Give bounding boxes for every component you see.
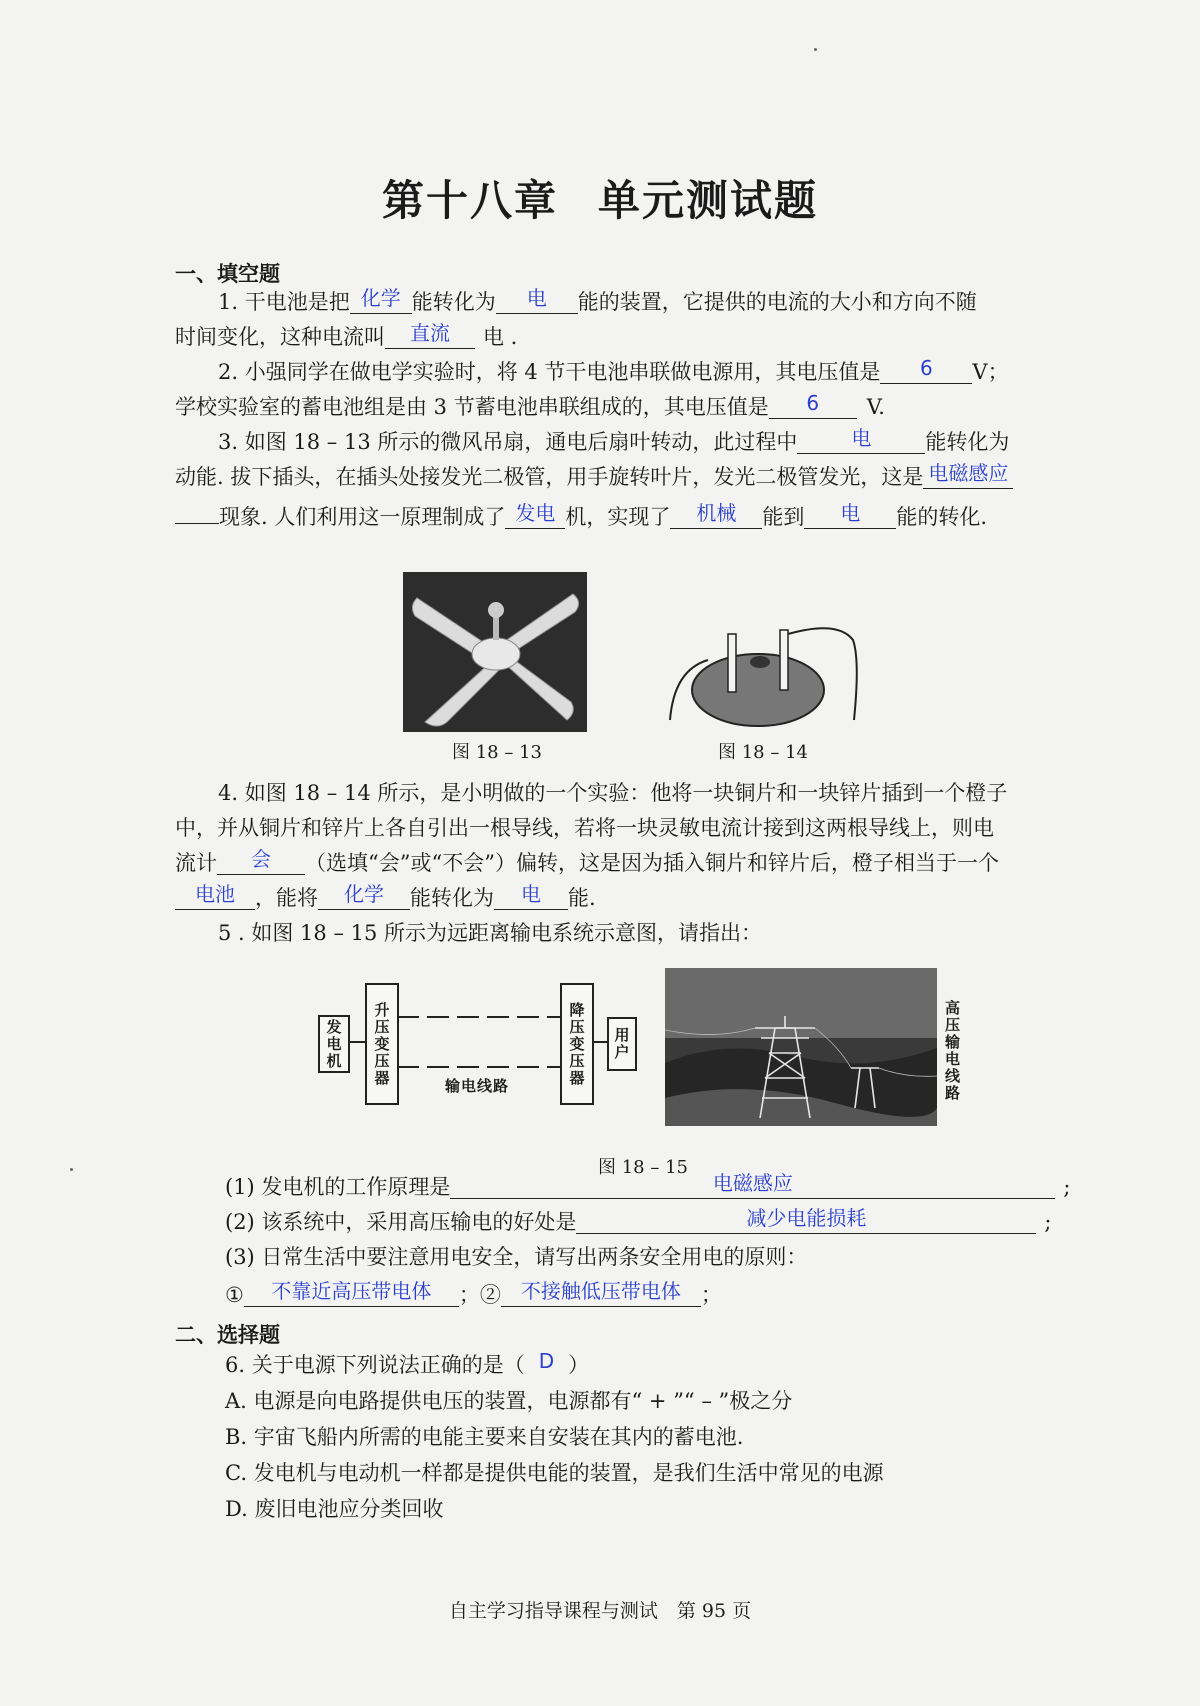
q1-answer1: 化学 (360, 286, 401, 310)
q4-answer1: 会 (251, 847, 271, 871)
q1-line2: 时间变化，这种电流叫 直流 电 . (175, 321, 518, 349)
q4-answer2: 电池 (195, 882, 235, 906)
step-up-transformer-box: 升压变压器 (365, 983, 399, 1105)
q3-line1: 3. 如图 18 – 13 所示的微风吊扇，通电后扇叶转动，此过程中 电 能转化为 (218, 426, 1010, 454)
q4-answer3: 化学 (344, 882, 384, 906)
q4-blank4 (494, 883, 568, 910)
user-box: 用户 (607, 1017, 637, 1071)
q4-answer4: 电 (521, 882, 541, 906)
orange-with-electrodes-illustration (668, 620, 878, 732)
transmission-line-label: 输电线路 (445, 1077, 510, 1095)
fig13-caption: 图 18 – 13 (452, 742, 542, 763)
fan-photo (403, 572, 587, 732)
q1-answer2: 电 (526, 286, 547, 310)
section-fill-in: 一、填空题 (175, 262, 280, 286)
transmission-tower-illustration (665, 968, 937, 1126)
q5-answer4: 不接触低压带电体 (520, 1279, 681, 1303)
q3-blank5 (804, 502, 896, 529)
q4-line3: 流计 会 （选填“会”或“不会”）偏转，这是因为插入铜片和锌片后，橙子相当于一个 (175, 847, 999, 875)
q5-blank1 (450, 1172, 1055, 1199)
q2-blank1 (880, 357, 972, 384)
q3-blank3 (505, 502, 565, 529)
q5-part2: (2) 该系统中，采用高压输电的好处是 减少电能损耗 ; (225, 1206, 1052, 1234)
q2-answer1: 6 (920, 356, 933, 380)
scan-speck (814, 48, 817, 51)
q3-blank4 (670, 502, 762, 529)
ceiling-fan-illustration (403, 572, 587, 732)
q2-line2: 学校实验室的蓄电池组是由 3 节蓄电池串联组成的，其电压值是 6 V. (175, 391, 885, 419)
test-label: 单元测试题 (598, 176, 819, 225)
scan-speck (70, 1168, 73, 1171)
q1-blank3 (385, 322, 475, 349)
q2-answer2: 6 (806, 391, 820, 415)
q3-answer3: 发电 (515, 501, 556, 525)
q3-answer2: 电磁感应 (928, 461, 1009, 485)
q3-blank1 (797, 427, 925, 454)
q6-option-a: A. 电源是向电路提供电压的装置，电源都有“ + ”“ – ”极之分 (225, 1389, 793, 1413)
q4-line2: 中，并从铜片和锌片上各自引出一根导线，若将一块灵敏电流计接到这两根导线上，则电 (175, 816, 994, 840)
q5-part3: (3) 日常生活中要注意用电安全，请写出两条安全用电的原则： (225, 1245, 808, 1269)
q3-answer5: 电 (840, 501, 861, 525)
q2-blank2 (769, 392, 857, 419)
q3-blank2 (923, 462, 1013, 489)
page-footer: 自主学习指导课程与测试 第 95 页 (448, 1600, 752, 1622)
q5-answer2: 减少电能损耗 (746, 1206, 867, 1230)
q6-stem: 6. 关于电源下列说法正确的是（ D ） (225, 1349, 590, 1377)
q6-answer: D (538, 1349, 555, 1373)
q3-line3: 现象. 人们利用这一原理制成了 发电 机，实现了 机械 能到 电 能的转化. (175, 497, 1100, 532)
q1-blank2 (496, 287, 578, 314)
generator-box: 发电机 (318, 1015, 350, 1073)
q3-answer4: 机械 (696, 501, 737, 525)
q5-part3-answers: ① 不靠近高压带电体 ；② 不接触低压带电体 ； (225, 1279, 722, 1307)
section-multiple-choice: 二、选择题 (175, 1323, 280, 1347)
q3-line2: 动能. 拔下插头，在插头处接发光二极管，用手旋转叶片，发光二极管发光，这是 电磁感应 (175, 462, 1100, 492)
power-line-photo (665, 968, 937, 1126)
q5-part1: (1) 发电机的工作原理是 电磁感应 ; (225, 1171, 1071, 1199)
q5-intro: 5 . 如图 18 – 15 所示为远距离输电系统示意图，请指出： (218, 921, 763, 945)
q1-blank1 (350, 287, 412, 314)
q1-answer3: 直流 (410, 321, 450, 345)
q4-blank1 (217, 848, 305, 875)
fig14-caption: 图 18 – 14 (718, 742, 808, 763)
q5-answer3: 不靠近高压带电体 (271, 1279, 432, 1303)
photo-side-label: 高压输电线路 (943, 1000, 961, 1102)
q5-blank4 (501, 1280, 701, 1307)
q3-blank2-cont (175, 497, 219, 524)
fig15-caption: 图 18 – 15 (598, 1157, 688, 1178)
q5-blank3 (244, 1280, 459, 1307)
q4-line1: 4. 如图 18 – 14 所示，是小明做的一个实验：他将一块铜片和一块锌片插到一个橙子 (218, 781, 1008, 805)
q1-line1: 1. 干电池是把 化学 能转化为 电 能的装置，它提供的电流的大小和方向不随 (218, 286, 977, 314)
q4-line4: 电池 ，能将 化学 能转化为 电 能. (175, 883, 1100, 913)
transmission-diagram (315, 975, 655, 1110)
step-down-transformer-box: 降压变压器 (560, 983, 594, 1105)
chapter-label: 第十八章 (381, 176, 558, 225)
q6-option-c: C. 发电机与电动机一样都是提供电能的装置，是我们生活中常见的电源 (225, 1461, 884, 1485)
page-title (0, 168, 1200, 228)
q6-option-d: D. 废旧电池应分类回收 (225, 1497, 444, 1521)
q4-blank3 (318, 883, 410, 910)
q3-answer1: 电 (851, 426, 872, 450)
orange-battery-figure (668, 620, 878, 732)
q6-option-b: B. 宇宙飞船内所需的电能主要来自安装在其内的蓄电池. (225, 1425, 744, 1449)
q5-blank2 (576, 1207, 1036, 1234)
q5-answer1: 电磁感应 (712, 1171, 793, 1195)
q4-blank2 (175, 883, 255, 910)
q2-line1: 2. 小强同学在做电学实验时，将 4 节干电池串联做电源用，其电压值是 6 V； (218, 356, 1009, 384)
